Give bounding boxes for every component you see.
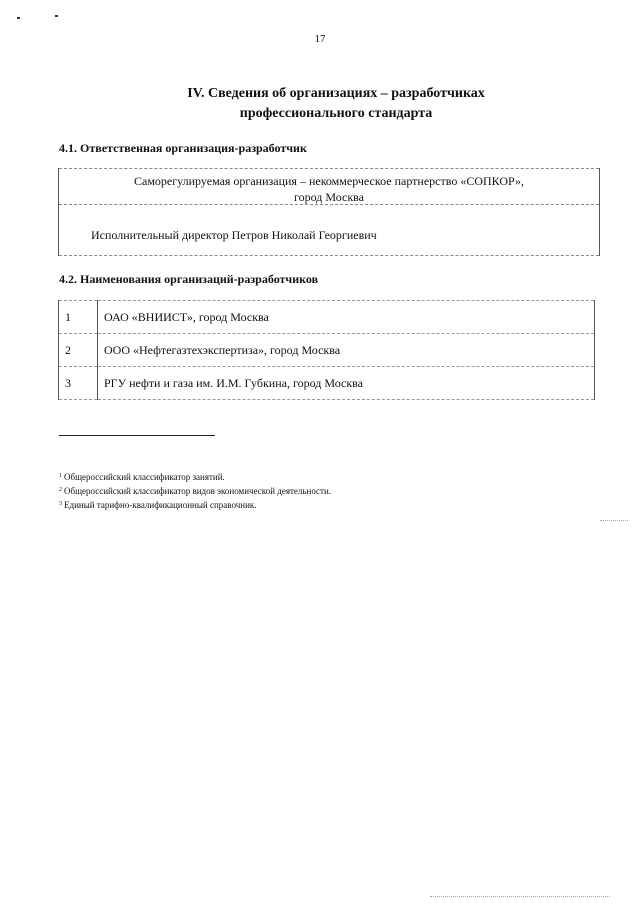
footnote bbox=[59, 484, 331, 498]
responsible-org-heading: 4.1. Ответственная организация-разработчик bbox=[59, 141, 307, 155]
scan-speck bbox=[55, 15, 58, 17]
footnote bbox=[59, 498, 331, 512]
responsible-org-name bbox=[59, 173, 599, 205]
footnotes bbox=[59, 470, 331, 512]
responsible-org-line-2: город Москва bbox=[293, 190, 365, 204]
footnote-mark: 2 bbox=[59, 487, 62, 493]
section-title bbox=[0, 84, 640, 124]
scan-artifact bbox=[600, 520, 628, 521]
table-row bbox=[59, 334, 595, 367]
footnote-text: Общероссийский классификатор видов экономической деятельности. bbox=[64, 486, 332, 496]
box-rule bbox=[59, 255, 599, 256]
footnote-mark: 1 bbox=[59, 473, 62, 479]
org-name: ООО «Нефтегазтехэкспертиза», город Москва bbox=[98, 334, 595, 367]
footnote bbox=[59, 470, 331, 484]
table-row bbox=[59, 301, 595, 334]
page-number: 17 bbox=[314, 33, 326, 45]
box-rule bbox=[59, 204, 599, 205]
org-name: РГУ нефти и газа им. И.М. Губкина, город Москва bbox=[98, 367, 595, 400]
footnote-text: Единый тарифно-квалификационный справочник. bbox=[64, 500, 257, 510]
footnote-separator bbox=[59, 435, 215, 436]
section-title-line-1: IV. Сведения об организациях – разработчиках bbox=[187, 86, 485, 101]
developer-orgs-heading: 4.2. Наименования организаций-разработчиков bbox=[59, 272, 319, 286]
org-name: ОАО «ВНИИСТ», город Москва bbox=[98, 301, 595, 334]
footnote-mark: 3 bbox=[59, 501, 62, 507]
table-row bbox=[59, 367, 595, 400]
row-number: 1 bbox=[59, 301, 98, 334]
scan-artifact bbox=[430, 896, 610, 897]
row-number: 2 bbox=[59, 334, 98, 367]
scan-speck bbox=[17, 17, 20, 19]
director-signature-line: Исполнительный директор Петров Николай Георгиевич bbox=[91, 228, 377, 242]
box-rule bbox=[59, 168, 599, 169]
responsible-org-box bbox=[58, 168, 600, 256]
responsible-org-line-1: Саморегулируемая организация – некоммерческое партнерство «СОПКОР», bbox=[134, 174, 524, 188]
developer-orgs-table bbox=[58, 300, 595, 400]
section-title-line-2: профессионального стандарта bbox=[239, 106, 433, 121]
row-number: 3 bbox=[59, 367, 98, 400]
footnote-text: Общероссийский классификатор занятий. bbox=[64, 472, 225, 482]
